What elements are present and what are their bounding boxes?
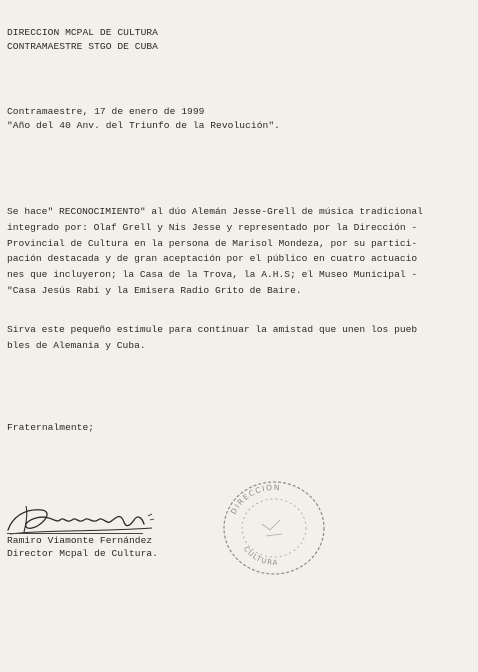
letterhead-line-2: CONTRAMAESTRE STGO DE CUBA: [7, 41, 158, 52]
paragraph-line: Provincial de Cultura en la persona de Marisol Mondeza, por su partici-: [7, 237, 418, 249]
paragraph-line: Sirva este pequeño estímule para continuar la amistad que unen los pueb: [7, 324, 418, 335]
paragraph-line: nes que incluyeron; la Casa de la Trova, la A.H.S; el Museo Municipal -: [7, 269, 418, 281]
closing-salutation: Fraternalmente;: [7, 422, 95, 433]
paragraph-line: bles de Alemania y Cuba.: [7, 339, 146, 351]
paragraph-line: "Casa Jesús Rabí y la Emisera Radio Grito de Baire.: [7, 284, 302, 296]
paragraph-line: pación destacada y de gran aceptación por el público en cuatro actuacio: [7, 253, 418, 265]
paragraph-line: Se hace" RECONOCIMIENTO" al dúo Alemán Jesse-Grell de música tradicional: [7, 206, 423, 217]
signer-title: Director Mcpal de Cultura.: [7, 548, 158, 559]
signer-name: Ramiro Viamonte Fernández: [7, 535, 153, 546]
year-motto: "Año del 40 Anv. del Triunfo de la Revolución".: [7, 120, 280, 131]
date-line: Contramaestre, 17 de enero de 1999: [7, 106, 205, 117]
stamp-top-text: DIRECCION: [228, 482, 282, 516]
signature-rule: [7, 533, 143, 534]
letterhead-line-1: DIRECCION MCPAL DE CULTURA: [7, 27, 158, 38]
paragraph-line: integrado por: Olaf Grell y Nis Jesse y representado por la Dirección -: [7, 221, 418, 233]
recognition-paragraph: [7, 204, 472, 299]
friendship-paragraph: [7, 322, 472, 354]
official-stamp: [218, 476, 330, 580]
stamp-bottom-text: CULTURA: [241, 544, 279, 567]
